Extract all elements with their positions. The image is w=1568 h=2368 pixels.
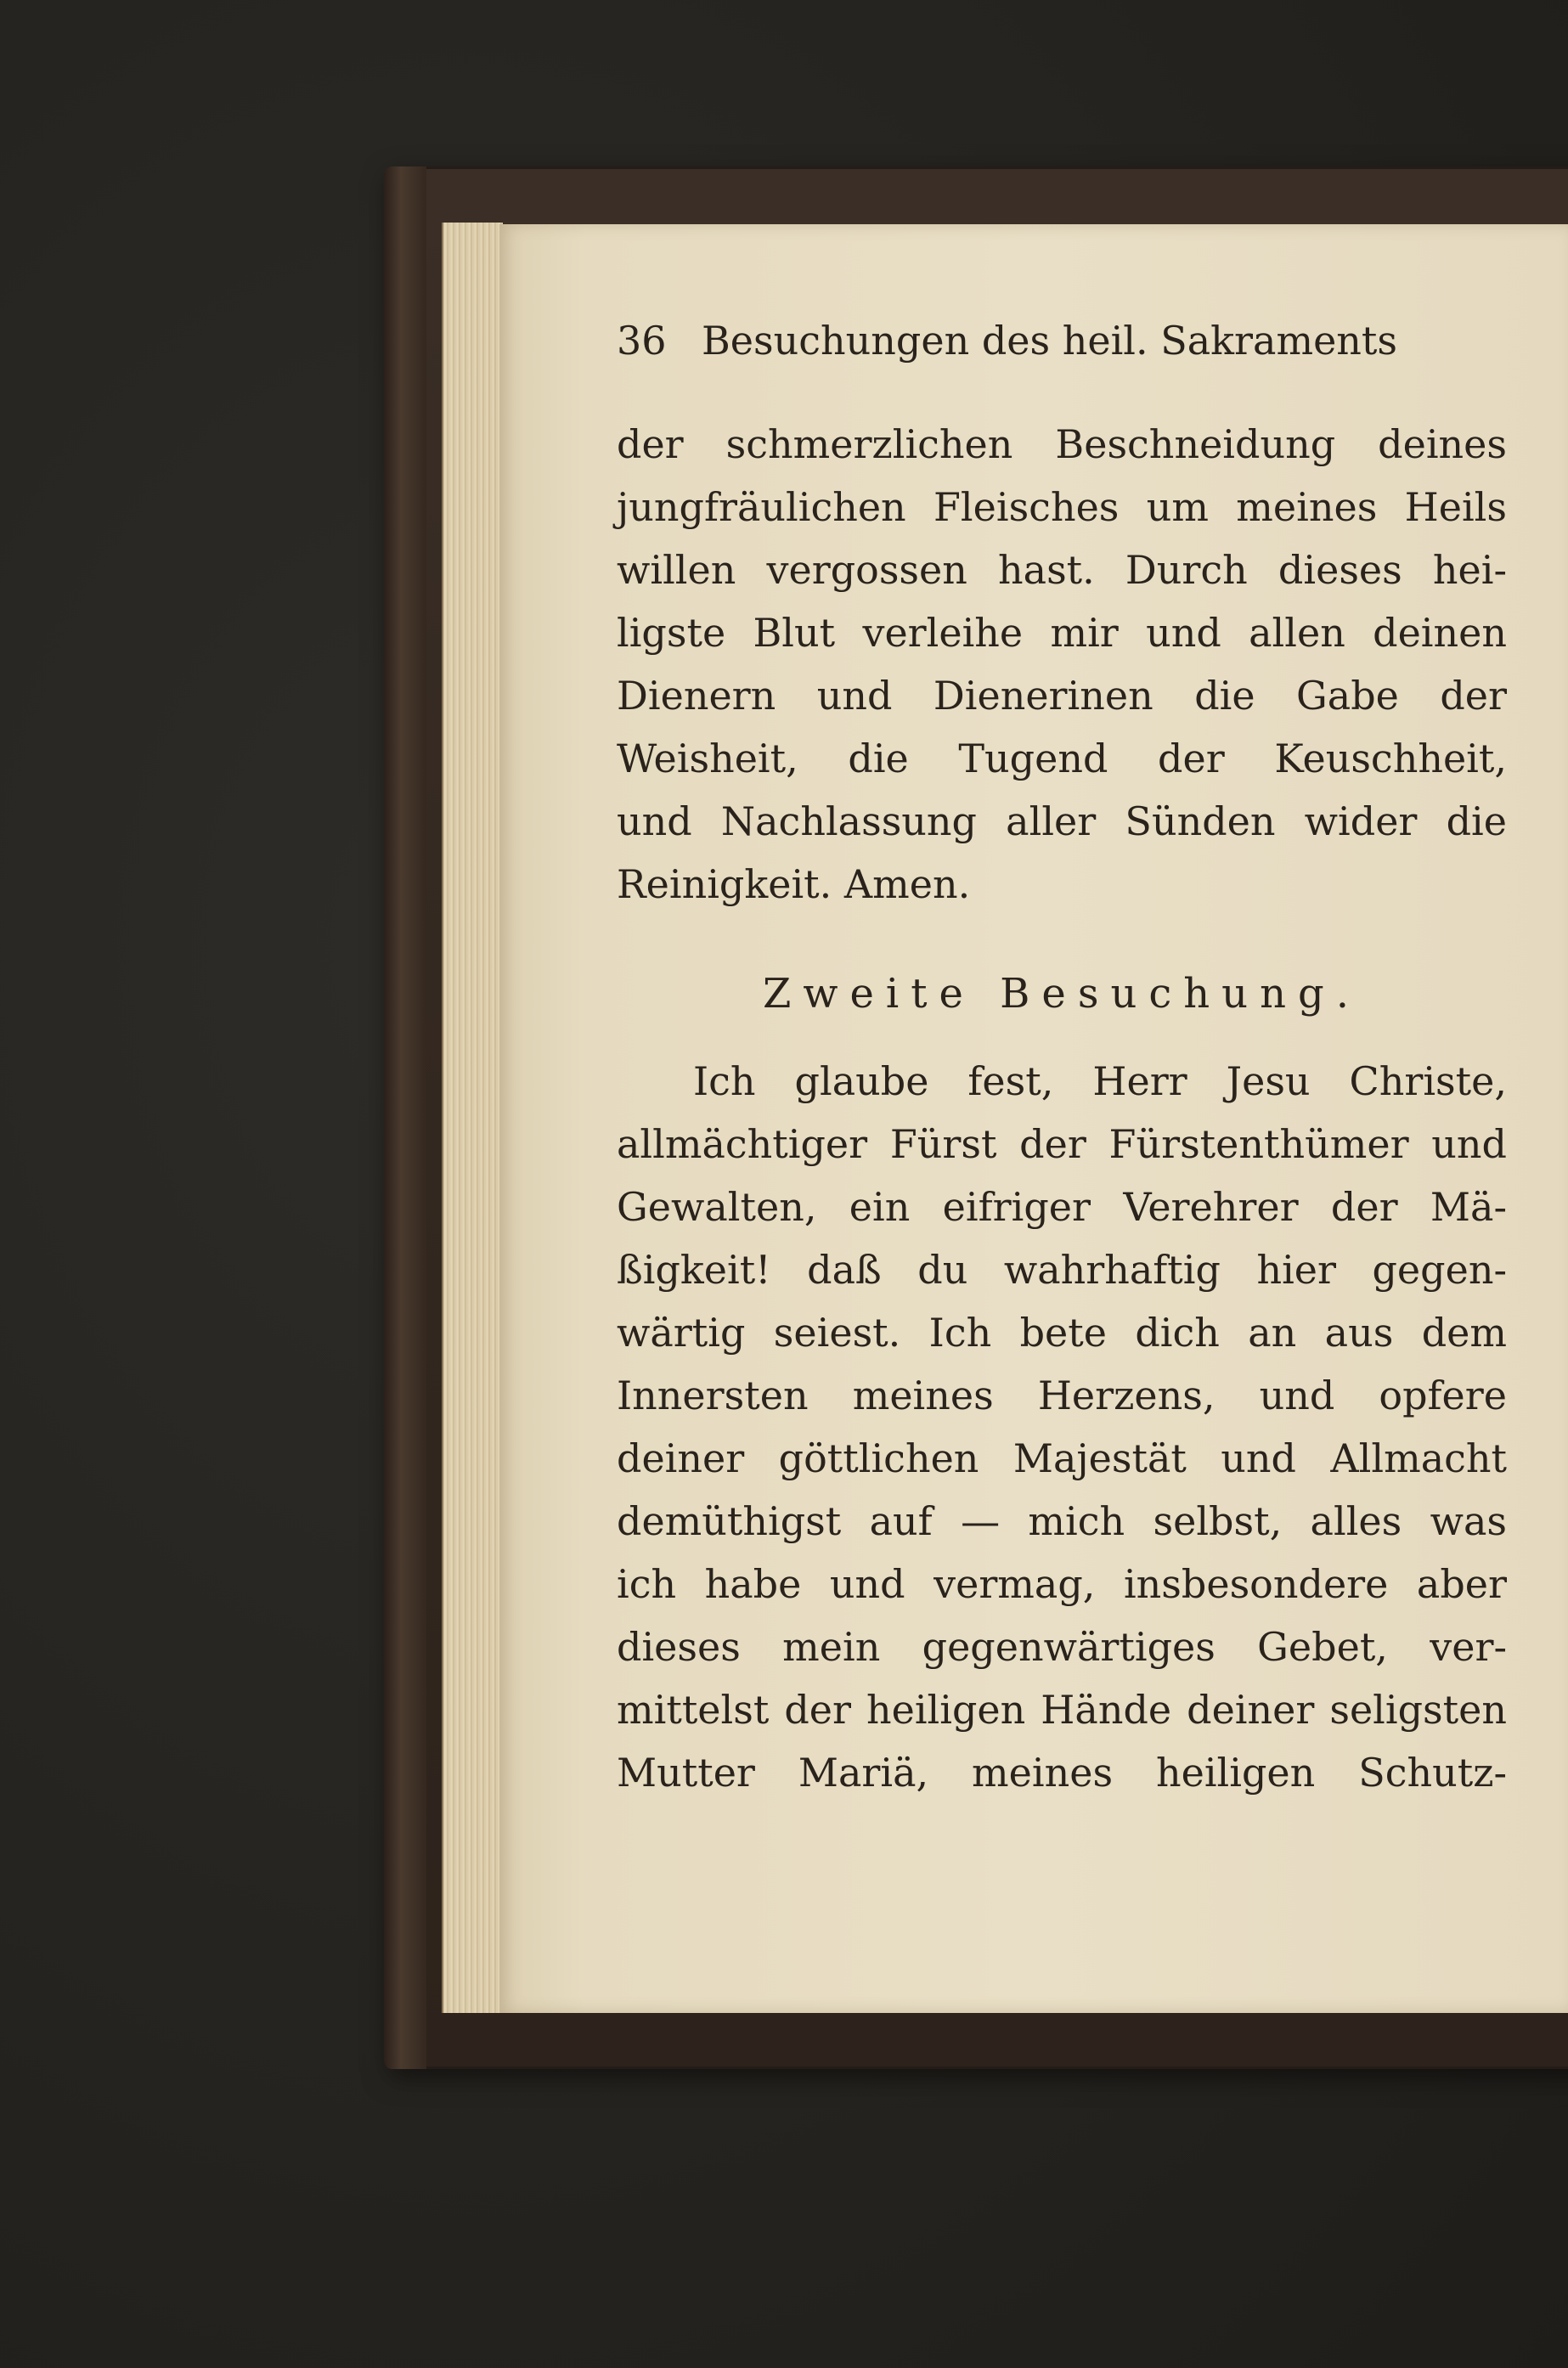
running-header [617, 318, 1507, 377]
text-line: jungfräulichen Fleisches um meines Heils [617, 484, 1507, 530]
text-line: Gewalten, ein eifriger Verehrer der Mä- [617, 1184, 1507, 1230]
text-line: Weisheit, die Tugend der Keuschheit, [617, 736, 1507, 781]
text-line: Ich glaube fest, Herr Jesu Christe, [693, 1058, 1507, 1104]
text-line: ligste Blut verleihe mir und allen deinen [617, 610, 1507, 656]
page-edges [442, 223, 503, 2013]
text-line: dieses mein gegenwärtiges Gebet, ver- [617, 1624, 1507, 1670]
text-line: der schmerzlichen Beschneidung deines [617, 421, 1507, 467]
text-line: ßigkeit! daß du wahrhaftig hier gegen- [617, 1247, 1507, 1293]
book-spine-edge [384, 166, 426, 2069]
text-line: Mutter Mariä, meines heiligen Schutz- [617, 1750, 1507, 1796]
text-line: deiner göttlichen Majestät und Allmacht [617, 1435, 1507, 1481]
page-number: 36 [617, 318, 667, 364]
text-line: Reinigkeit. Amen. [617, 861, 971, 907]
text-line: mittelst der heiligen Hände deiner seligsten [617, 1687, 1507, 1733]
text-line: demüthigst auf — mich selbst, alles was [617, 1498, 1507, 1544]
running-title: Besuchungen des heil. Sakraments [702, 318, 1398, 364]
text-line: ich habe und vermag, insbesondere aber [617, 1561, 1507, 1607]
text-line: Innersten meines Herzens, und opfere [617, 1373, 1507, 1418]
text-line: und Nachlassung aller Sünden wider die [617, 798, 1507, 844]
text-line: allmächtiger Fürst der Fürstenthümer und [617, 1121, 1507, 1167]
text-line: Dienern und Dienerinen die Gabe der [617, 673, 1507, 719]
text-line: wärtig seiest. Ich bete dich an aus dem [617, 1310, 1507, 1356]
section-heading: Zweite Besuchung. [763, 970, 1361, 1018]
text-line: willen vergossen hast. Durch dieses hei- [617, 547, 1507, 593]
